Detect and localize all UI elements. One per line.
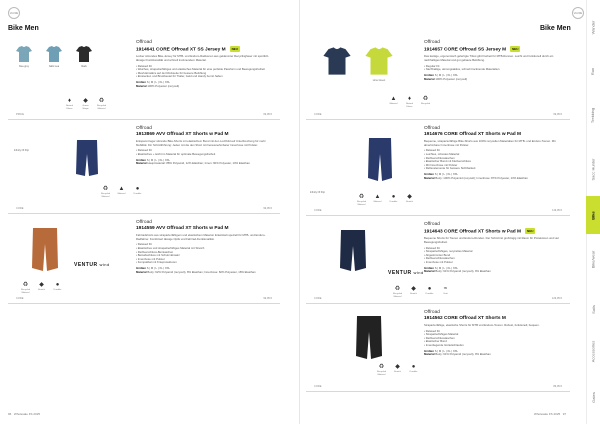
feature-icon: ◆ Green Shape [82, 98, 89, 110]
feature-icon: ▲ Material [389, 96, 398, 105]
feature-item: • Mesh-Einsätze auf der Rückseite für bessere Belüftung [136, 72, 276, 76]
section-title: Bike Men [8, 25, 39, 32]
side-tab-gates[interactable]: Gates [590, 391, 596, 403]
feature-icon: ◆ Stretch [410, 286, 417, 295]
leaf-icon: ♦ [407, 96, 412, 102]
feature-item: • Innenliegende Gürtelschlaufen [424, 344, 566, 348]
product-title: 1914562 CORE Offroad XT Shorts M [424, 316, 506, 321]
jersey-image [320, 44, 354, 78]
tshirt-icon [362, 44, 396, 78]
feature-icon: ♻ Recycled Material [393, 286, 402, 298]
feature-item: • Regular Fit [424, 65, 566, 69]
category-side-tabs [586, 0, 600, 424]
feature-list [424, 149, 566, 171]
vent-icon: ≈ [443, 286, 448, 292]
tshirt-icon [74, 44, 94, 64]
product-description: Bequeme, strapazierfähige Bike-Shorts aus 100% recycelten Materialien für MTB- und Enduro-Touren. Mit abnehmbarer Innenhose mit Polster. [424, 139, 556, 147]
feature-icon: ◆ Stretch [406, 194, 413, 203]
catalog-name: Wholesale FS 2025 [534, 412, 561, 416]
product-info [424, 222, 566, 274]
side-tab-trekking[interactable]: Trekking [590, 107, 596, 123]
durable-icon: ● [55, 282, 60, 288]
product-card[interactable] [306, 220, 570, 304]
feature-icons [356, 194, 415, 206]
stretch-icon: ◆ [395, 364, 400, 370]
feature-icon: ♦ Natural Fibres [405, 96, 414, 108]
side-tab-wander[interactable]: Wander [590, 20, 596, 34]
leaf-icon: ♦ [67, 98, 72, 104]
product-specs: Größen S | M | L | XL | XXL Material Body: 91% Polyamid (recycelt), 9% Elasthan [424, 265, 491, 274]
feature-item: • Elastischer Bund [424, 340, 566, 344]
feature-icon: ● Durable [425, 286, 434, 295]
product-price: 99,95 € [263, 297, 272, 300]
durable-icon: ● [411, 364, 416, 370]
product-category: Offroad [424, 222, 440, 227]
tshirt-icon [44, 44, 64, 64]
new-badge: NEU [512, 47, 519, 51]
feature-icon: ♻ Recycled [421, 96, 430, 105]
shorts-image [354, 314, 384, 362]
brand-logo: VAUDE [8, 7, 20, 19]
durable-icon: ● [135, 186, 140, 192]
product-title: 1913869 AVV Offroad XT Shorts w Pad M [136, 132, 229, 137]
feature-item: • Relaxed Fit [424, 247, 566, 251]
recycle-icon: ♻ [394, 286, 401, 292]
page-number: 97 [562, 412, 567, 416]
feature-item: • Elastischer Bund mit Klettverschluss [424, 160, 566, 164]
feature-icon: ◆ Stretch [38, 282, 45, 291]
durable-icon: ● [391, 194, 396, 200]
feature-list [424, 65, 566, 72]
feature-icons [376, 364, 419, 376]
feature-item: • Einsteckel- und Brustbeutel für Trailer, Geld und Handy bei ist haben [136, 75, 276, 79]
feature-item: • Kompatibel mit Knieprotektoren [136, 261, 276, 265]
swatch-label: black [81, 65, 87, 68]
shorts-image [74, 138, 100, 178]
product-title: 1914641 CORE Offroad XT SS Jersey M NEU [136, 47, 238, 53]
recycle-icon: ♻ [378, 364, 385, 370]
product-specs: Größen S | M | L | XL | XXL Material 100% Polyester (recycelt) [136, 80, 180, 88]
product-description: Locker sitzendes Bike-Jersey für MTB- und Enduro-Radtouren aus gekämmter Recyclingfaser mit sportlich-lässiger Funktionalität und schnell trocknendem Material. [136, 54, 270, 62]
product-card[interactable] [306, 308, 570, 392]
product-category: Offroad [136, 220, 152, 225]
swatch[interactable] [74, 44, 94, 68]
feature-item: • Weiches, strapazierfähiges und elastisches Material für eine perfekte Passform und Bewegungsfreiheit [136, 68, 276, 72]
product-code: CODE [314, 113, 322, 116]
feature-icon: ♻ Recycled Material [357, 194, 366, 206]
swatch-label: baltic sea [48, 65, 60, 68]
product-specs: Größen S | M | L | XL | XXL Material 100% Polyester (recycelt) [424, 72, 468, 81]
product-specs: Größen S | M | L | XL | XXL Material Hauptmaterial: 88% Polyamid, 12% Elasthan; Innen: 90% Polyester, 10% Elasthan [136, 157, 250, 166]
stretch-icon: ◆ [407, 194, 412, 200]
product-info [424, 310, 566, 357]
feature-icon: ▲ Material [117, 186, 126, 195]
feature-list [136, 65, 276, 79]
feature-icon: ● Durable [133, 186, 142, 195]
material-icon: ▲ [118, 186, 125, 192]
product-title: 1914676 CORE Offroad XT Shorts w Pad M [424, 132, 522, 137]
product-description: Entspannt leger sitzende Bike-Shorts mit elastischem Bund mit den Lochbild auf Unterbrechung für mehr Mobilität. Für Schnittführung: Jeden mit die den Short mit herausnehmbarer Innenhose mit Polster. [136, 139, 266, 147]
product-category: Offroad [136, 40, 152, 45]
swatch-label: Infinity Of Pop [14, 149, 30, 152]
feature-item: • Beinabschluss mit Schutz-Einsatz [136, 254, 276, 258]
feature-item: • Abgestimmter Bund [424, 254, 566, 258]
feature-icons [100, 186, 143, 198]
product-info [136, 40, 276, 88]
product-category: Offroad [424, 126, 440, 131]
feature-item: • Nachhaltige, atmungsaktive, schnell trocknende Materialien [424, 68, 566, 72]
brand-logo: VAUDE [572, 7, 584, 19]
swatch-label: blue-grey [19, 65, 29, 68]
feature-item: • Innenhose mit Polster [136, 258, 276, 262]
side-tab-bikewear[interactable]: Bike/wear [590, 250, 596, 268]
swatch[interactable] [14, 44, 34, 68]
material-icon: ▲ [390, 96, 397, 102]
product-card[interactable] [8, 124, 280, 214]
product-specs: Größen S | M | L | XL | XXL Material Body: 100% Polyamid (recycelt); Innenhose: 87% Polyester, 13% Elasthan [424, 171, 528, 180]
product-price: 129,95 € [551, 297, 562, 300]
recycle-icon: ♻ [358, 194, 365, 200]
feature-item: • Elastisches und strapazierfähiges Material mit Stretch [136, 247, 276, 251]
product-specs: Größen S | M | L | XL | XXL Material Body: 91% Polyamid (recycelt), 9% Elasthan [424, 348, 491, 357]
side-tab-bike[interactable]: Bike [586, 196, 600, 234]
product-price: 99,95 € [263, 207, 272, 210]
section-title: Bike Men [540, 25, 571, 32]
feature-item: • Reißverschlusstaschen [424, 157, 566, 161]
feature-item: • Relaxed Fit [424, 330, 566, 334]
feature-icon: ● Durable [389, 194, 398, 203]
product-card[interactable] [306, 124, 570, 216]
recycle-icon: ♻ [98, 98, 105, 104]
feature-item: • Relaxed Fit [424, 149, 566, 153]
product-specs: Größen S | M | L | XL | XXL Material Body: 92% Polyamid (recycelt), 8% Elasthan; Innenhose: 82% Polyester, 18% Elasthan [136, 265, 256, 274]
feature-icon: ● Durable [53, 282, 62, 291]
recycle-icon: ♻ [422, 96, 429, 102]
new-badge: NEU [527, 229, 534, 233]
shorts-image [30, 226, 60, 274]
durable-icon: ● [427, 286, 432, 292]
feature-icon: ♻ Recycled Material [97, 98, 106, 110]
recycle-icon: ♻ [102, 186, 109, 192]
product-swatches [310, 180, 325, 198]
feature-icons [392, 286, 451, 298]
feature-item: • Reißverschluss-Beintaschen [136, 251, 276, 255]
right-page [300, 0, 600, 424]
product-description: Fahrradshorts aus strapazierfähigem und elastischem Material. Entwickelt speziell für MTB- und Enduro-Radfahrer. Kombiniert lässige Optik und Fahrrad-Funktionalität. [136, 233, 266, 241]
feature-item: • Relaxed Fit [136, 149, 276, 153]
side-tab-accessories[interactable]: Accessories [590, 340, 596, 362]
product-swatches [14, 138, 29, 156]
feature-item: • Relaxed Fit [136, 243, 276, 247]
feature-icon: ♦ Natural Fibres [65, 98, 74, 110]
product-description: Strapazierfähige, elastische Shorts für MTB und Enduro-Touren. Robust, funktionell, bequem. [424, 323, 540, 327]
side-tab-sails[interactable]: Sails [590, 304, 596, 314]
new-badge: NEU [231, 47, 238, 51]
recycle-icon: ♻ [22, 282, 29, 288]
feature-item: • Leichtes, robustes Material [424, 153, 566, 157]
swatch[interactable] [44, 44, 64, 68]
product-info [136, 126, 276, 166]
feature-item: • Reißverschlusstaschen [424, 257, 566, 261]
swatch-label: Lime Green [372, 79, 386, 82]
feature-list [136, 149, 276, 156]
ventura-wind-logo: VENTUR wind [74, 262, 110, 268]
feature-item: • Elastisches + leicht im Material für optimale Bewegungsfreiheit [136, 153, 276, 157]
stretch-icon: ◆ [39, 282, 44, 288]
product-title: 1914559 AVV Offroad XT Shorts w Pad M [136, 226, 229, 231]
page-footer [8, 412, 40, 416]
product-info [424, 40, 566, 81]
feature-list [424, 247, 566, 265]
product-info [136, 220, 276, 274]
feature-icons [388, 96, 431, 108]
product-category: Offroad [424, 310, 440, 315]
product-description: Das kantige, ergonomisch gefertigte Trikot gibt Freiheit für MTB-Rennen. Leicht und funktionell durch ein nachhaltiges Material und gut gebaute Belüftung. [424, 54, 554, 62]
feature-icons [20, 282, 63, 294]
product-category: Offroad [424, 40, 440, 45]
product-card[interactable] [8, 218, 280, 304]
catalog-name: Wholesale FS 2025 [13, 412, 41, 416]
page-footer [534, 412, 566, 416]
feature-item: • Strapazierfähiges, recyceltes Material [424, 250, 566, 254]
swatch-label: Infinity Of Pop [310, 191, 326, 194]
shorts-image [338, 228, 368, 274]
ventura-wind-logo: VENTUR wind [388, 270, 424, 276]
product-price: 69,95 € [553, 113, 562, 116]
product-code: CODE [16, 207, 24, 210]
feature-icon: ♻ Recycled Material [101, 186, 110, 198]
side-tab-sacc-hunter[interactable]: Sacc Hunter [590, 157, 596, 181]
feature-icon: ▲ Material [373, 194, 382, 203]
product-code: CODE [16, 297, 24, 300]
product-price: 119,95 € [552, 209, 562, 212]
product-description: Bequeme Shorts für Touren und Enduro-Runden. Der Schnitt ist großzügig mit Raum für Protektoren und viel Bewegungsfreiheit. [424, 236, 559, 244]
product-code: CODE [314, 297, 322, 300]
tshirt-icon [14, 44, 34, 64]
feature-icon: ◆ Stretch [394, 364, 401, 373]
product-title: 1914643 CORE Offroad XT Shorts w Pad M NEU [424, 229, 534, 235]
swatch[interactable] [362, 44, 396, 82]
product-category: Offroad [136, 126, 152, 131]
product-swatches [14, 44, 94, 68]
product-code: PRICE [16, 113, 24, 116]
shape-icon: ◆ [83, 98, 88, 104]
feature-icon: ♻ Recycled Material [377, 364, 386, 376]
feature-icon: ♻ Recycled Material [21, 282, 30, 294]
feature-icon: ● Durable [409, 364, 418, 373]
product-code: CODE [314, 209, 322, 212]
material-icon: ▲ [374, 194, 381, 200]
feature-item: • Reißverschlusstaschen [424, 337, 566, 341]
feature-item: • Mit Innenhose mit Polster [424, 164, 566, 168]
shorts-image [366, 136, 394, 184]
product-price: 89,95 € [553, 385, 562, 388]
feature-item: • Relaxed Fit [136, 65, 276, 69]
feature-list [136, 243, 276, 265]
product-card[interactable] [8, 38, 280, 120]
page-number: 96 [8, 412, 12, 416]
product-card[interactable] [306, 38, 570, 120]
feature-item: • Strapazierfähiges Material [424, 333, 566, 337]
feature-icon: ≈ Vent [443, 286, 448, 295]
feature-item: • Innenhose mit Polster [424, 261, 566, 265]
side-tab-run[interactable]: Run [590, 67, 596, 75]
feature-list [424, 330, 566, 348]
product-code: CODE [314, 385, 322, 388]
product-info [424, 126, 566, 180]
product-price: 69,95 € [263, 113, 272, 116]
product-title: 1914657 CORE Offroad SS Jersey M NEU [424, 47, 519, 53]
feature-icons [64, 98, 107, 110]
stretch-icon: ◆ [411, 286, 416, 292]
feature-item: • Reflexelemente für bessere Sichtbarkeit [424, 167, 566, 171]
